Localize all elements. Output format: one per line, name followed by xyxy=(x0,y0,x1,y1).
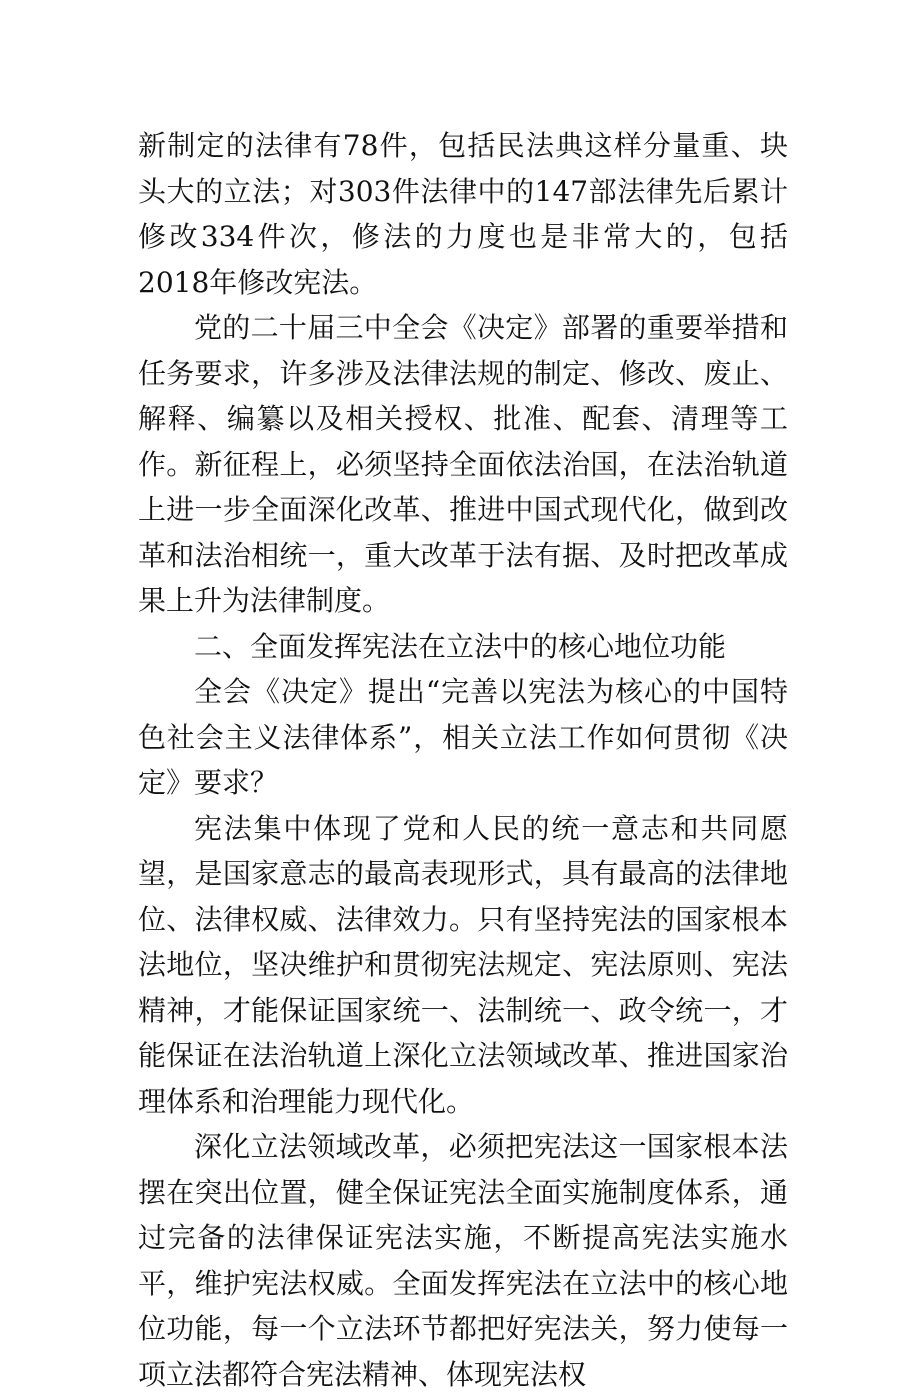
paragraph-constitution-status: 宪法集中体现了党和人民的统一意志和共同愿望，是国家意志的最高表现形式，具有最高的法律地位、法律权威、法律效力。只有坚持宪法的国家根本法地位，坚决维护和贯彻宪法规定、宪法原则、宪法精神，才能保证国家统一、法制统一、政令统一，才能保证在法治轨道上深化立法领域改革、推进国家治理体系和治理能力现代化。 xyxy=(138,811,788,1118)
paragraph-legislative-reform: 深化立法领域改革，必须把宪法这一国家根本法摆在突出位置，健全保证宪法全面实施制度体系，通过完备的法律保证宪法实施，不断提高宪法实施水平，维护宪法权威。全面发挥宪法在立法中的核心地位功能，每一个立法环节都把好宪法关，努力使每一项立法都符合宪法精神、体现宪法权 xyxy=(138,1130,788,1391)
document-body xyxy=(138,123,788,1397)
section-heading: 二、全面发挥宪法在立法中的核心地位功能 xyxy=(194,629,727,663)
paragraph-decision-requirements: 党的二十届三中全会《决定》部署的重要举措和任务要求，许多涉及法律法规的制定、修改、废止、解释、编纂以及相关授权、批准、配套、清理等工作。新征程上，必须坚持全面依法治国，在法治轨道上进一步全面深化改革、推进中国式现代化，做到改革和法治相统一，重大改革于法有据、及时把改革成果上升为法律制度。 xyxy=(138,311,788,617)
paragraph-question: 全会《决定》提出“完善以宪法为核心的中国特色社会主义法律体系”，相关立法工作如何贯彻《决定》要求？ xyxy=(138,675,788,799)
paragraph-continued: 新制定的法律有78件，包括民法典这样分量重、块头大的立法；对303件法律中的147部法律先后累计修改334件次，修法的力度也是非常大的，包括2018年修改宪法。 xyxy=(138,129,788,299)
